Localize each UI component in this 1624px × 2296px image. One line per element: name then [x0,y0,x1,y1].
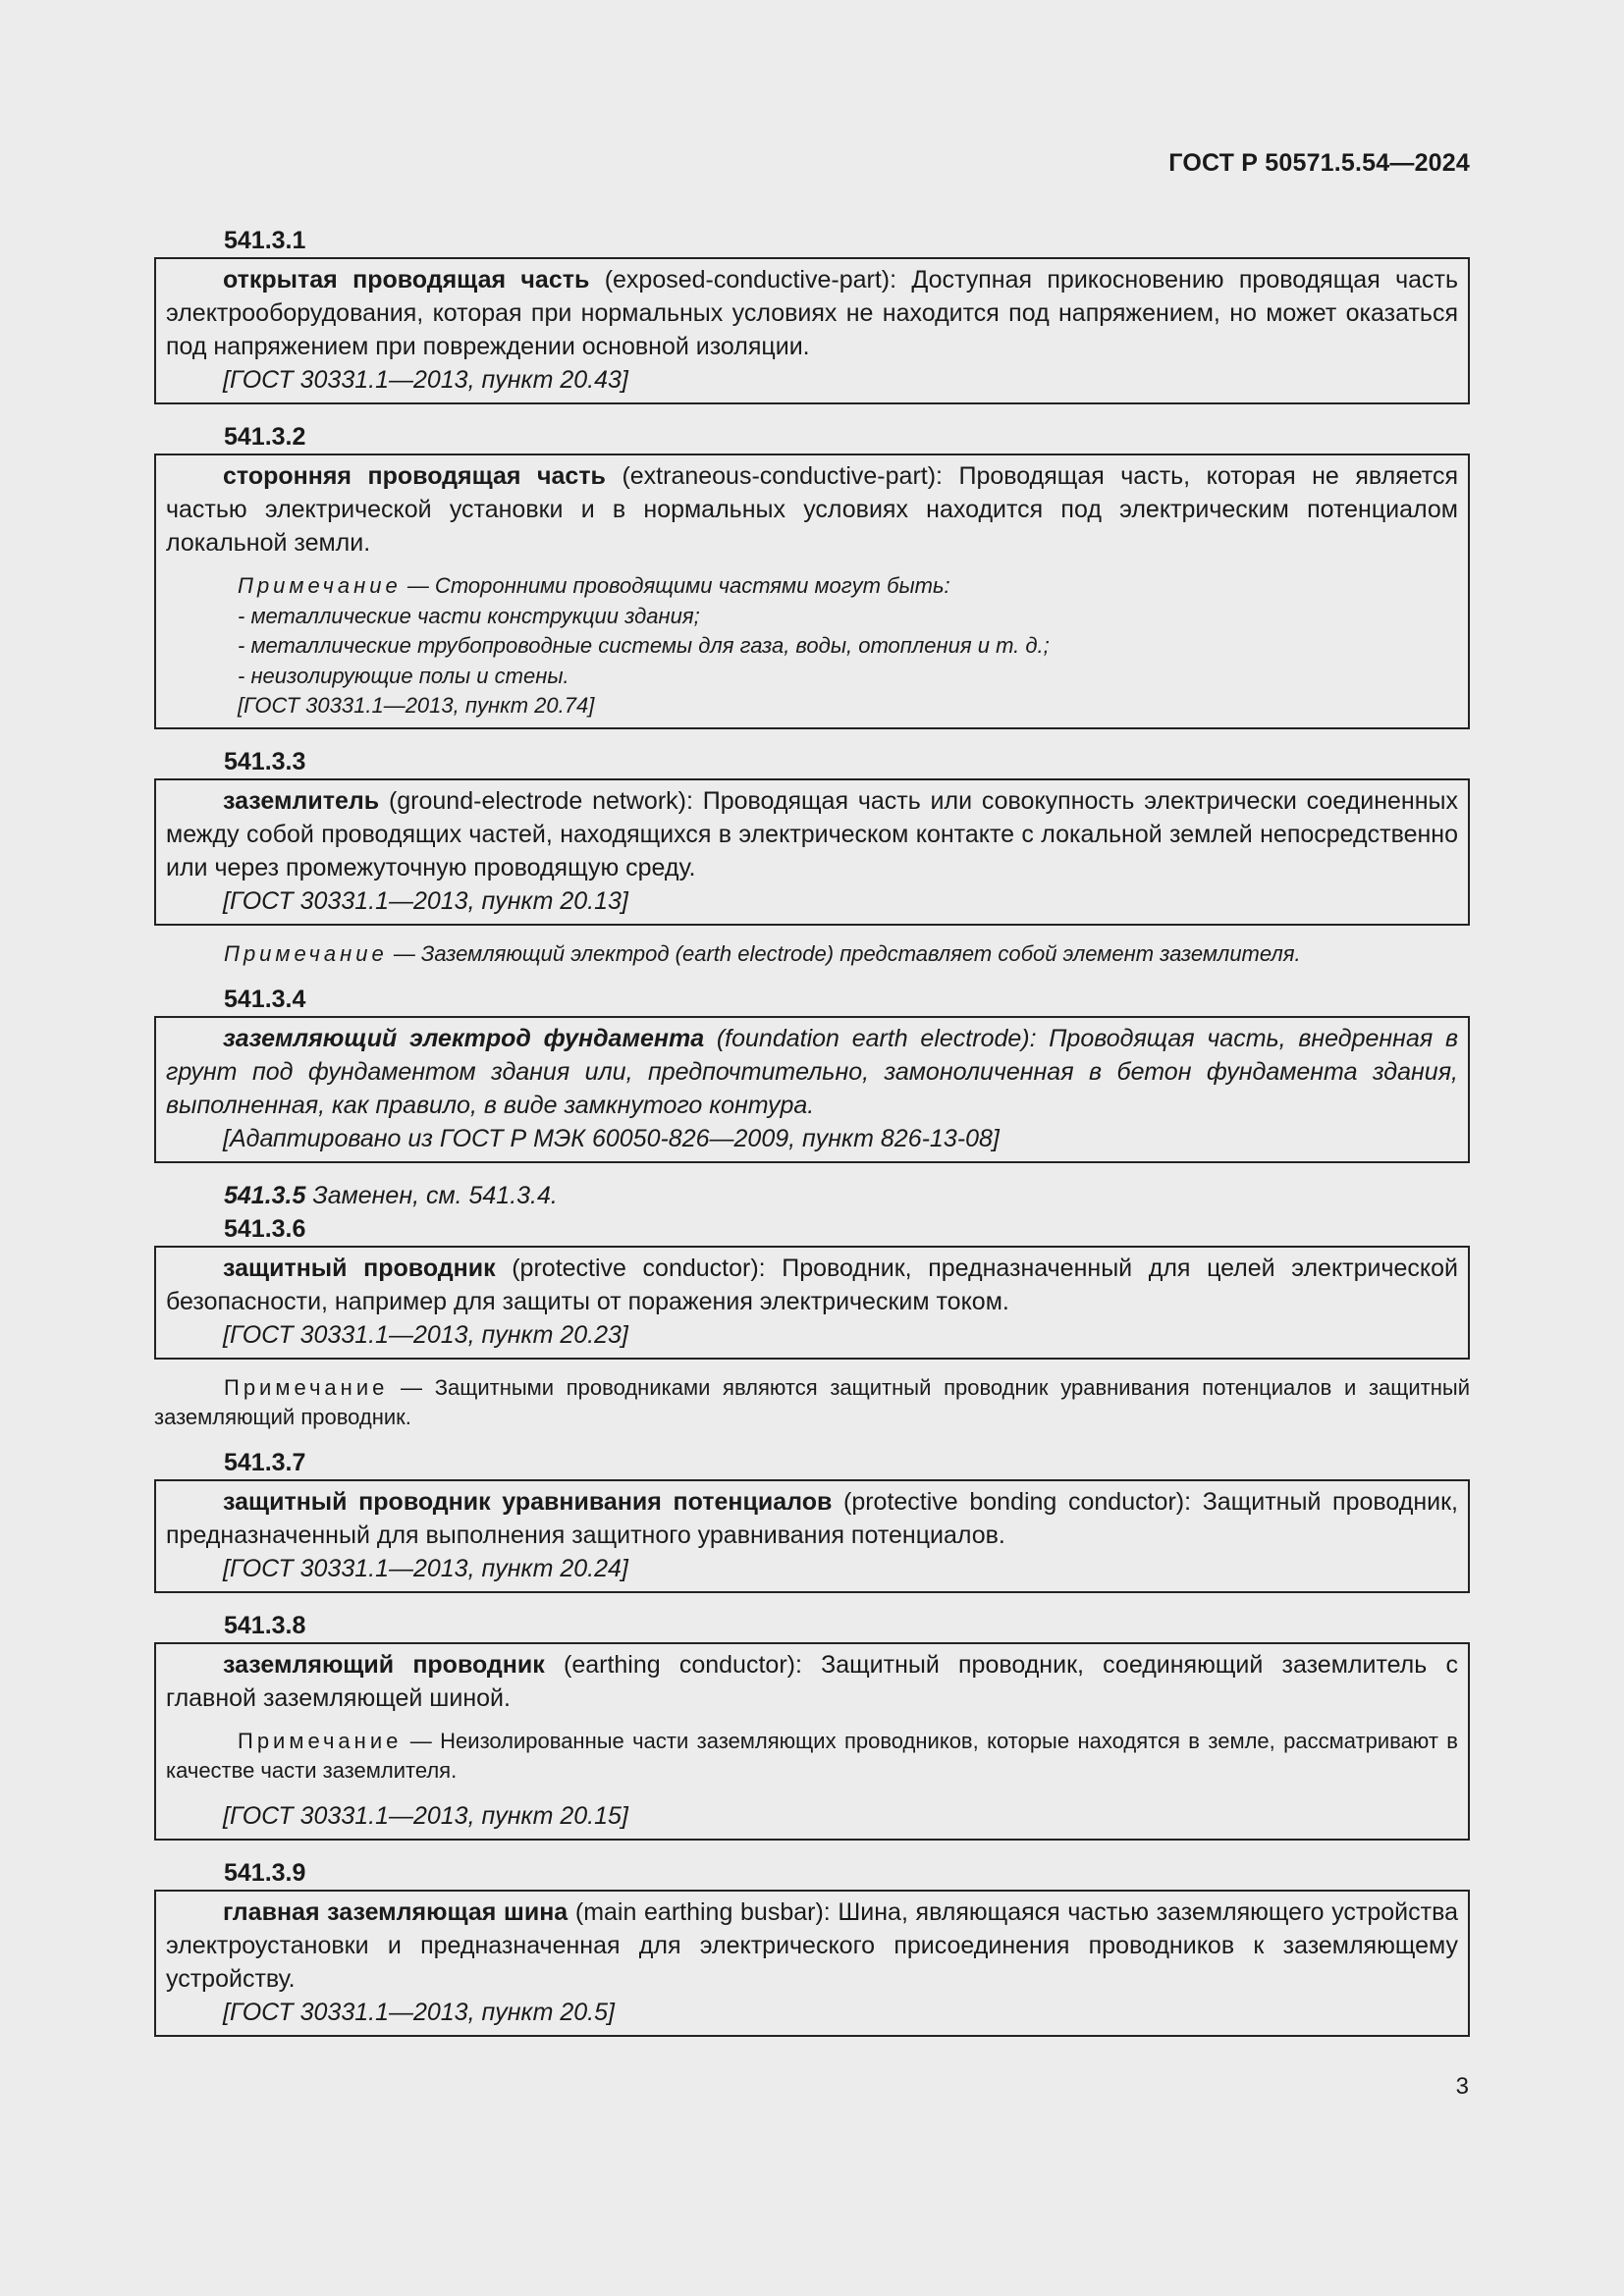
term: защитный проводник уравнивания потенциалов [223,1487,833,1516]
term: защитный проводник [223,1254,496,1282]
source-reference: [ГОСТ 30331.1—2013, пункт 20.23] [223,1320,628,1349]
definition-paragraph [166,459,1458,560]
source-reference: [Адаптировано из ГОСТ Р МЭК 60050-826—2009, пункт 826-13-08] [223,1124,1000,1152]
definition-text: (foundation earth electrode): Проводящая часть, внедренная в грунт под фундаментом здания или, предпочтительно, замоноличенная в бетон фундамента здания, выполненная, как правило, в виде замкнутого контура. [166,1024,1458,1119]
definition-paragraph [166,1252,1458,1318]
clause-number: 541.3.5 [224,1181,306,1209]
note [154,1373,1470,1432]
definition-text: (main earthing busbar): Шина, являющаяся частью заземляющего устройства электроустановки и предназначенная для электрического присоединения проводников к заземляющему устройству. [166,1897,1458,1993]
source-reference: [ГОСТ 30331.1—2013, пункт 20.43] [223,366,628,394]
note-text: — Неизолированные части заземляющих проводников, которые находятся в земле, рассматривают в качестве части заземлителя. [166,1728,1458,1783]
source-reference: [ГОСТ 30331.1—2013, пункт 20.13] [223,886,628,915]
note [154,939,1470,969]
term: заземлитель [223,786,380,815]
term: открытая проводящая часть [223,266,590,294]
note-text: — Заземляющий электрод (earth electrode) представляет собой элемент заземлителя. [387,940,1301,966]
note-text: — Защитными проводниками являются защитный проводник уравнивания потенциалов и защитный заземляющий проводник. [154,1374,1470,1429]
source-reference: [ГОСТ 30331.1—2013, пункт 20.74] [238,693,595,718]
term: заземляющий электрод фундамента [223,1024,705,1052]
definition-text: (extraneous-conductive-part): Проводящая часть, которая не является частью электрической установки и в нормальных условиях находится под электрическим потенциалом локальной земли. [166,462,1458,557]
clause-number: 541.3.7 [224,1448,306,1476]
page-content [154,224,1470,2053]
definition-box [154,1642,1470,1841]
definition-paragraph [166,263,1458,363]
definition-box [154,1890,1470,2037]
clause-number: 541.3.8 [224,1611,306,1639]
note [166,571,1458,721]
clause-number: 541.3.2 [224,423,306,451]
definition-box [154,778,1470,926]
definition-paragraph [166,1896,1458,1996]
note-list-item: - металлические части конструкции здания; [238,603,700,628]
definition-paragraph [166,784,1458,884]
definition-box [154,257,1470,404]
definition-text: (protective bonding conductor): Защитный проводник, предназначенный для выполнения защитного уравнивания потенциалов. [166,1487,1459,1549]
definition-text: (protective conductor): Проводник, предназначенный для целей электрической безопасности, например для защиты от поражения электрическим током. [166,1254,1458,1315]
note-text: — Сторонними проводящими частями могут быть: [401,573,950,598]
note [166,1727,1458,1786]
document-designation: ГОСТ Р 50571.5.54—2024 [1168,149,1470,177]
clause-number: 541.3.9 [224,1858,306,1887]
definition-box [154,1016,1470,1163]
definition-box [154,1479,1470,1593]
term: заземляющий проводник [223,1650,545,1679]
clause-number: 541.3.3 [224,747,306,775]
replaced-text: Заменен, см. 541.3.4. [305,1181,558,1209]
note-label: Примечание [238,1728,403,1753]
clause-number: 541.3.1 [224,227,306,254]
term: сторонняя проводящая часть [223,462,606,490]
definition-paragraph [166,1485,1458,1552]
note-label: Примечание [224,1374,389,1400]
definition-box [154,1246,1470,1360]
note-list-item: - металлические трубопроводные системы для газа, воды, отопления и т. д.; [238,633,1050,658]
clause-number: 541.3.4 [224,985,306,1013]
clause-number: 541.3.6 [224,1214,306,1243]
source-reference: [ГОСТ 30331.1—2013, пункт 20.15] [223,1801,628,1830]
note-label: Примечание [224,940,388,966]
source-reference: [ГОСТ 30331.1—2013, пункт 20.5] [223,1998,615,2026]
definition-paragraph [166,1648,1458,1715]
term: главная заземляющая шина [223,1897,568,1926]
definition-paragraph [166,1022,1458,1122]
note-list-item: - неизолирующие полы и стены. [238,663,569,688]
definition-text: (exposed-conductive-part): Доступная прикосновению проводящая часть электрооборудования, которая при нормальных условиях не находится под напряжением, но может оказаться под напряжением при повреждении основной изоляции. [166,266,1458,360]
replaced-clause [154,1179,1470,1212]
note-line [238,571,1458,602]
definition-box [154,454,1470,729]
note-label: Примечание [238,573,402,598]
page-number: 3 [1455,2073,1469,2100]
definition-text: (earthing conductor): Защитный проводник, соединяющий заземлитель с главной заземляющей шиной. [166,1650,1458,1712]
definition-text: (ground-electrode network): Проводящая часть или совокупность электрически соединенных между собой проводящих частей, находящихся в электрическом контакте с локальной землей непосредственно или через промежуточную проводящую среду. [166,786,1458,881]
source-reference: [ГОСТ 30331.1—2013, пункт 20.24] [223,1554,628,1582]
